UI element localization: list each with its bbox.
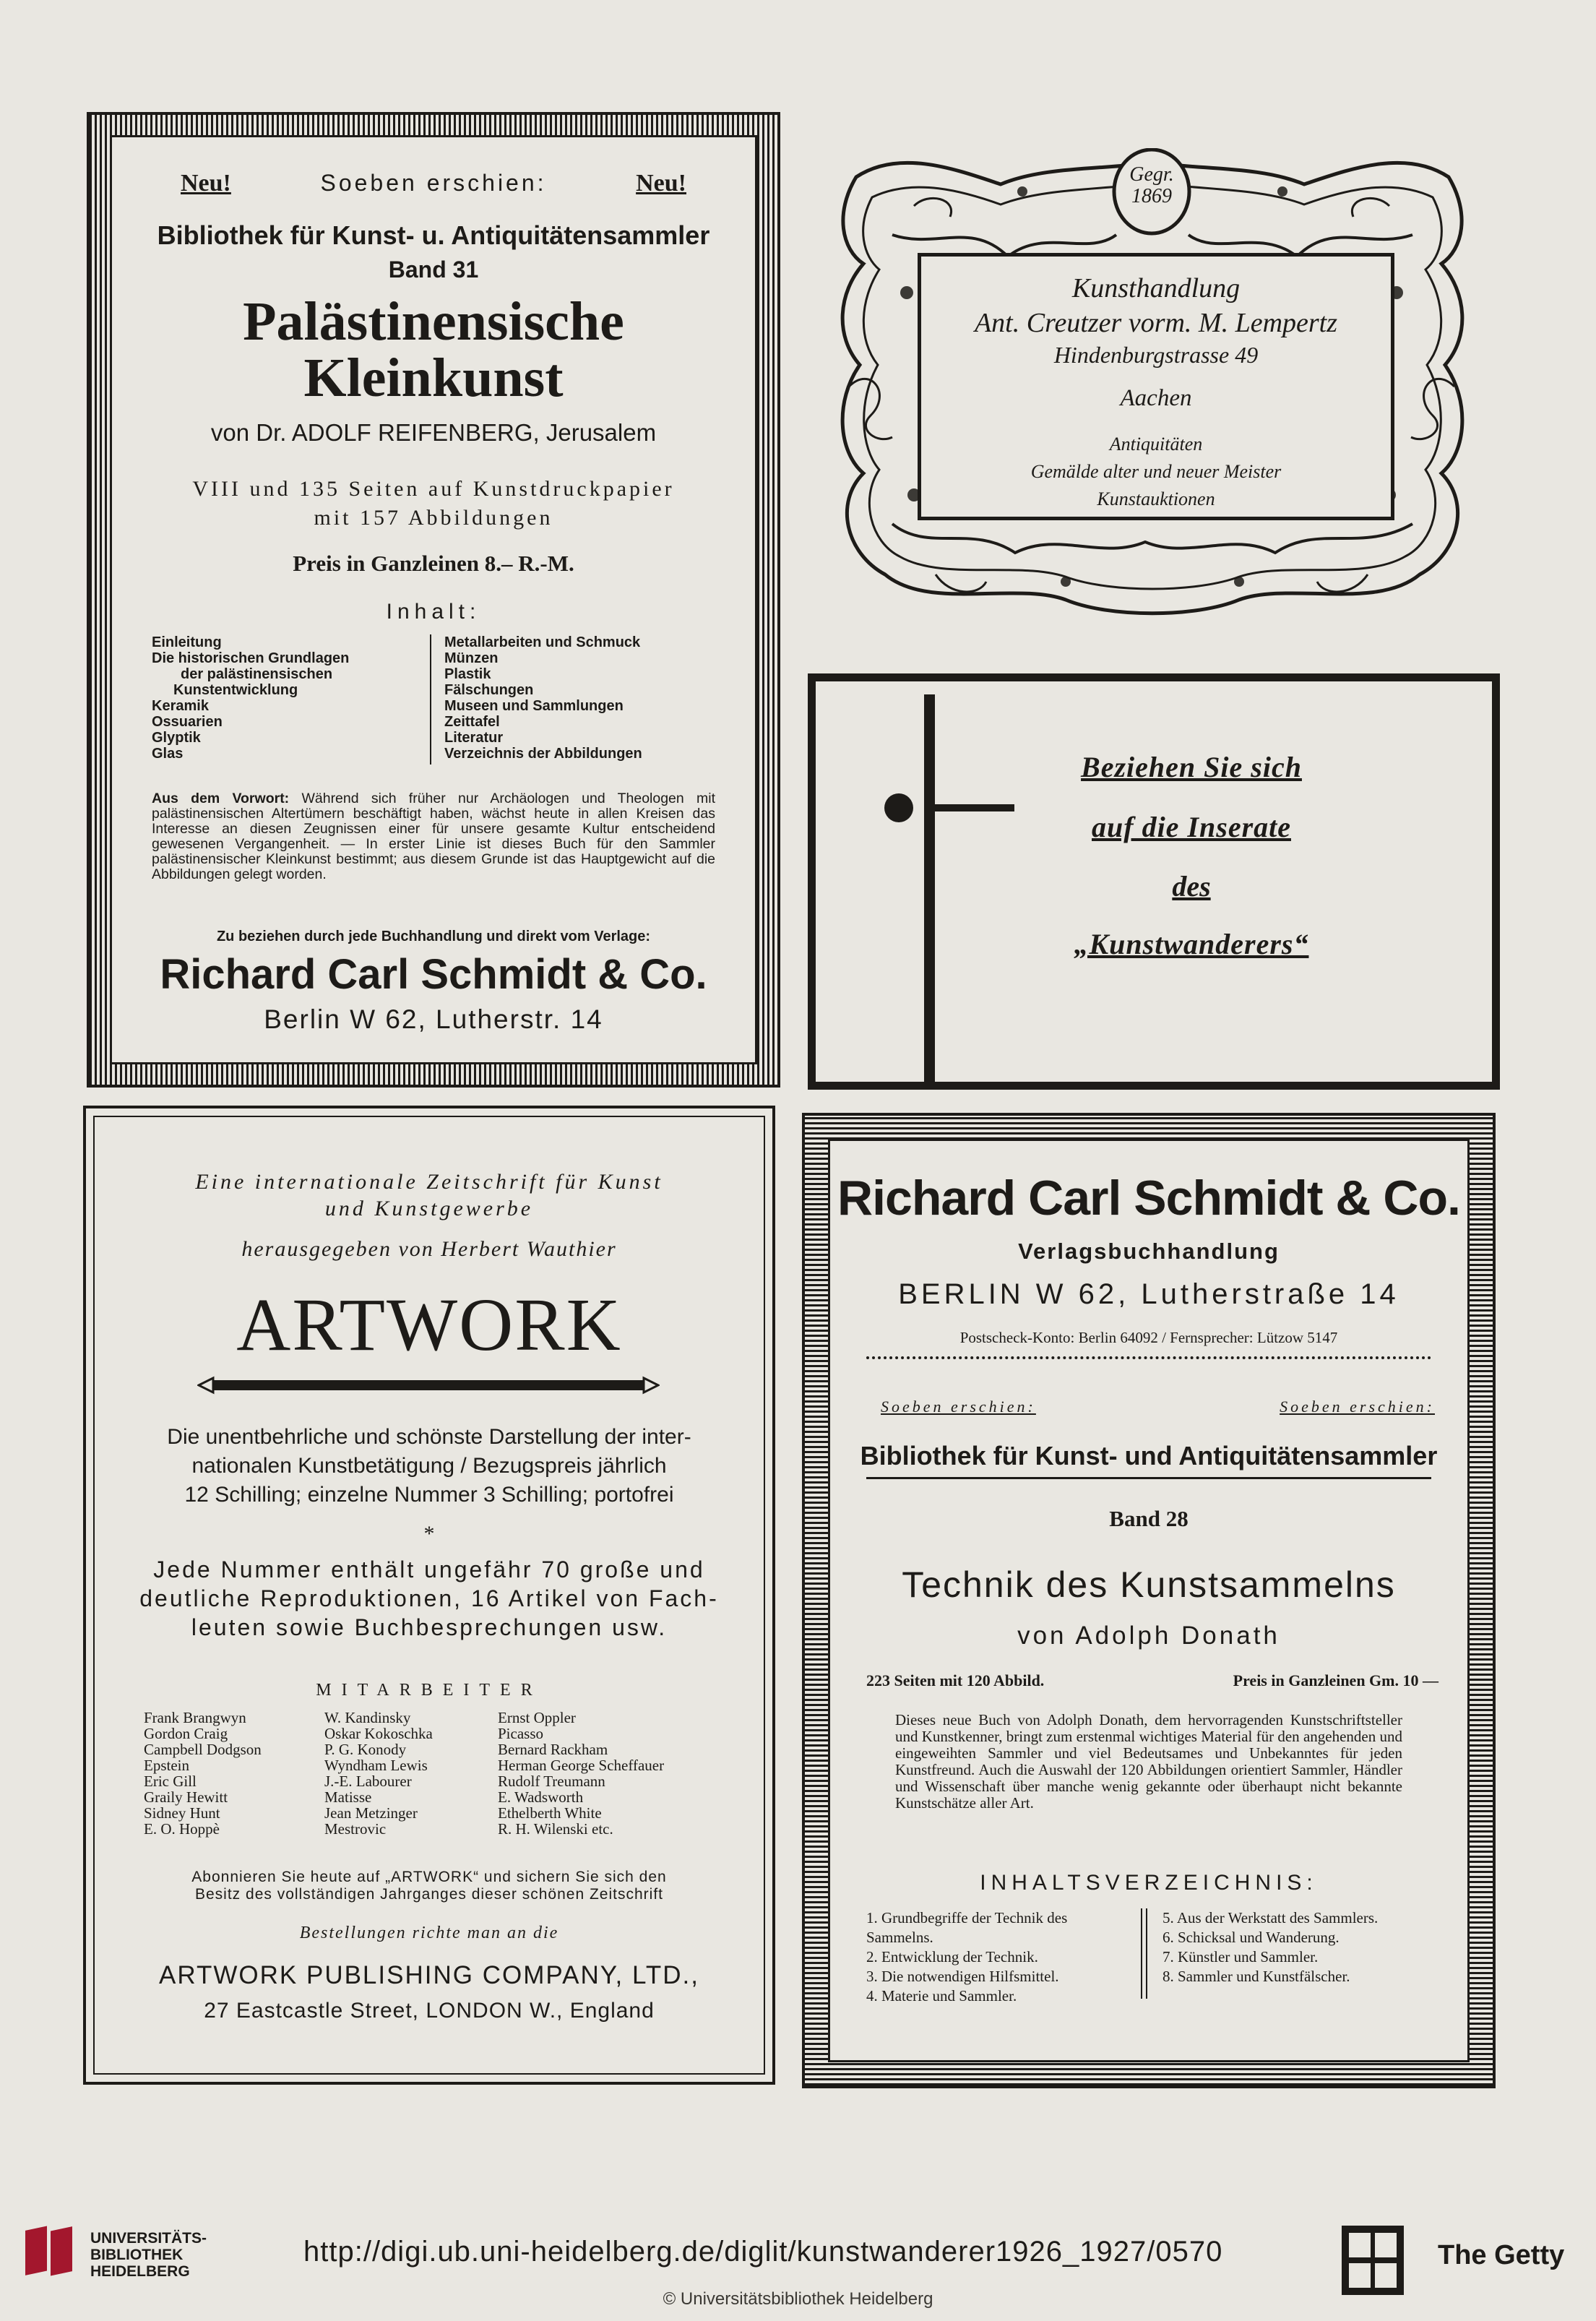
contributor-name: P. G. Konody — [324, 1741, 407, 1758]
toc-divider-2 — [1146, 1908, 1147, 1999]
firm-kind: Kunsthandlung — [1071, 273, 1241, 303]
description-line2: nationalen Kunstbetätigung / Bezugspreis jährlich — [191, 1454, 667, 1478]
contents-right-column — [444, 634, 733, 762]
toc-right-column — [1163, 1908, 1452, 1986]
ad-inner-panel — [828, 1139, 1470, 2062]
toc-item: 3. Die notwendigen Hilfsmittel. — [866, 1968, 1059, 1985]
foreword-paragraph — [152, 791, 715, 882]
publisher-name: Richard Carl Schmidt & Co. — [160, 951, 707, 998]
content-line2: deutliche Reproduktionen, 16 Artikel von Fach- — [139, 1585, 719, 1611]
title-rule-ornament — [197, 1376, 660, 1395]
library-logo-icon — [22, 2226, 79, 2283]
subscribe-line2: Besitz des vollständigen Jahrganges dieser schönen Zeitschrift — [195, 1886, 663, 1903]
contributor-name: Frank Brangwyn — [144, 1709, 246, 1726]
dotted-rule — [866, 1356, 1431, 1359]
price-line: Preis in Ganzleinen Gm. 10 — — [1233, 1671, 1438, 1689]
publisher-address: Berlin W 62, Lutherstr. 14 — [264, 1004, 603, 1034]
ad-technik-des-kunstsammelns — [802, 1113, 1496, 2088]
book-title-line2: Kleinkunst — [303, 348, 564, 408]
volume-label: Band 28 — [1109, 1506, 1189, 1531]
pages-line2: mit 157 Abbildungen — [314, 506, 553, 530]
ad-kunsthandlung-creutzer — [827, 148, 1476, 621]
notice-line1: Beziehen Sie sich — [1081, 751, 1302, 783]
contents-item: der palästinensischen — [181, 666, 333, 682]
contents-item: Zeittafel — [444, 714, 500, 730]
company-name: ARTWORK PUBLISHING COMPANY, LTD., — [159, 1961, 699, 1989]
toc-item: 6. Schicksal und Wanderung. — [1163, 1929, 1340, 1946]
contents-item: Metallarbeiten und Schmuck — [444, 634, 641, 650]
contributor-name: E. Wadsworth — [498, 1788, 584, 1806]
notice-line3: des — [1172, 870, 1211, 903]
contributor-name: Ernst Oppler — [498, 1709, 576, 1726]
contributor-name: Matisse — [324, 1788, 372, 1806]
firm-panel — [918, 253, 1394, 520]
contributor-name: Wyndham Lewis — [324, 1757, 428, 1774]
library-name — [90, 2230, 207, 2280]
new-label-left: Neu! — [181, 170, 231, 197]
contributor-name: Ethelberth White — [498, 1804, 602, 1822]
notice-line4: „Kunstwanderers“ — [1074, 928, 1309, 960]
toc-heading: INHALTSVERZEICHNIS: — [980, 1871, 1318, 1895]
source-url[interactable]: http://digi.ub.uni-heidelberg.de/diglit/kunstwanderer1926_1927/0570 — [303, 2236, 1223, 2268]
contributor-name: Graily Hewitt — [144, 1788, 228, 1806]
asterisk: * — [423, 1522, 435, 1546]
contributor-name: Eric Gill — [144, 1773, 197, 1790]
content-line1: Jede Nummer enthält ungefähr 70 große und — [153, 1556, 705, 1582]
contents-item: Einleitung — [152, 634, 222, 650]
toc-item: 2. Entwicklung der Technik. — [866, 1948, 1038, 1965]
description-line3: 12 Schilling; einzelne Nummer 3 Schilling; portofrei — [184, 1483, 674, 1507]
contributor-name: Campbell Dodgson — [144, 1741, 262, 1758]
publisher-name: Richard Carl Schmidt & Co. — [837, 1171, 1460, 1226]
description-line1: Die unentbehrliche und schönste Darstellung der inter- — [167, 1425, 691, 1449]
just-published-left: Soeben erschien: — [881, 1398, 1036, 1416]
price-line: Preis in Ganzleinen 8.– R.-M. — [293, 551, 574, 576]
city-line: BERLIN W 62, Lutherstraße 14 — [898, 1278, 1399, 1310]
contents-item: Museen und Sammlungen — [444, 698, 624, 714]
ad-kunstwanderer-notice — [808, 673, 1500, 1090]
founded-badge: Gegr. 1869 — [1129, 163, 1174, 207]
publisher-kind: Verlagsbuchhandlung — [1018, 1239, 1280, 1264]
library-name-line2: BIBLIOTHEK — [90, 2247, 184, 2263]
toc-item: 5. Aus der Werkstatt des Sammlers. — [1163, 1909, 1379, 1926]
contributor-name: Rudolf Treumann — [498, 1773, 605, 1790]
volume-label: Band 31 — [388, 257, 479, 283]
service-antiques: Antiquitäten — [1109, 434, 1203, 455]
toc-left-column — [866, 1908, 1126, 2006]
footer-bar — [0, 2210, 1596, 2321]
contributor-name: Epstein — [144, 1757, 189, 1774]
series-title: Bibliothek für Kunst- und Antiquitätensammler — [860, 1441, 1438, 1470]
contributor-name: J.-E. Labourer — [324, 1773, 412, 1790]
announcement-row — [112, 170, 755, 199]
accounts-line: Postscheck-Konto: Berlin 64092 / Fernsprecher: Lützow 5147 — [959, 1329, 1338, 1346]
contents-item: Verzeichnis der Abbildungen — [444, 746, 642, 762]
contents-left-column — [152, 634, 426, 762]
pages-line1: VIII und 135 Seiten auf Kunstdruckpapier — [192, 477, 675, 501]
author-line: von Dr. ADOLF REIFENBERG, Jerusalem — [210, 419, 657, 446]
library-name-line3: HEIDELBERG — [90, 2263, 190, 2280]
toc-item: 8. Sammler und Kunstfälscher. — [1163, 1968, 1350, 1985]
order-note: Zu beziehen durch jede Buchhandlung und direkt vom Verlage: — [216, 929, 651, 944]
series-rule — [866, 1477, 1431, 1479]
contributors-column-1 — [144, 1710, 317, 1837]
ad-palaestinensische-kleinkunst — [87, 112, 780, 1088]
toc-divider — [1141, 1908, 1142, 1999]
foreword-text: Während sich früher nur Archäologen und Theologen mit palästinensischen Altertümern beschäftigt haben, wächst heute in allen Kreisen das Interesse an diesen Zeugnissen einer für unsere gesamte Kultur entscheidend gewesenen Vergangenheit. — In erster Linie ist dieses Buch für den Sammler palästinensischer Kleinkunst bestimmt; aus diesem Grunde ist das Hauptgewicht auf die Abbildungen gelegt worden. — [152, 791, 716, 882]
toc-item: 1. Grundbegriffe der Technik des Sammelns. — [866, 1909, 1068, 1946]
book-title: Technik des Kunstsammelns — [902, 1564, 1396, 1605]
content-line3: leuten sowie Buchbesprechungen usw. — [191, 1614, 668, 1640]
contents-item: Fälschungen — [444, 682, 534, 698]
ad-artwork-magazine — [83, 1106, 775, 2085]
contents-item: Keramik — [152, 698, 209, 714]
contents-item: Plastik — [444, 666, 491, 682]
contributor-name: Oskar Kokoschka — [324, 1725, 433, 1742]
contents-heading: Inhalt: — [386, 600, 481, 624]
contributor-name: Bernard Rackham — [498, 1741, 608, 1758]
vertical-bar — [924, 694, 935, 1085]
notice-line2: auf die Inserate — [1092, 811, 1291, 843]
toc-item: 4. Materie und Sammler. — [866, 1987, 1017, 2004]
contributor-name: Picasso — [498, 1725, 543, 1742]
library-name-line1: UNIVERSITÄTS- — [90, 2230, 207, 2247]
contributor-name: Mestrovic — [324, 1820, 387, 1838]
magazine-title: ARTWORK — [236, 1283, 622, 1366]
bullet-dot — [884, 793, 913, 822]
editor-line: herausgegeben von Herbert Wauthier — [241, 1237, 617, 1261]
contents-item: Ossuarien — [152, 714, 223, 730]
company-address: 27 Eastcastle Street, LONDON W., England — [204, 1999, 655, 2023]
contributors-column-3 — [498, 1710, 729, 1837]
service-paintings: Gemälde alter und neuer Meister — [1030, 461, 1282, 482]
firm-city: Aachen — [1120, 385, 1192, 411]
new-label-right: Neu! — [636, 170, 686, 197]
copyright-line: © Universitätsbibliothek Heidelberg — [663, 2289, 933, 2309]
crossbar — [928, 804, 1014, 811]
contributor-name: Sidney Hunt — [144, 1804, 220, 1822]
contents-item: Die historischen Grundlagen — [152, 650, 350, 666]
contributor-name: R. H. Wilenski etc. — [498, 1820, 613, 1838]
toc-item: 7. Künstler und Sammler. — [1163, 1948, 1319, 1965]
contents-item: Literatur — [444, 730, 504, 746]
series-title: Bibliothek für Kunst- u. Antiquitätensammler — [157, 220, 710, 250]
contributor-name: E. O. Hoppè — [144, 1820, 220, 1838]
service-auctions: Kunstauktionen — [1097, 488, 1215, 509]
tagline-line2: und Kunstgewerbe — [324, 1197, 534, 1220]
contents-item: Glyptik — [152, 730, 201, 746]
contents-item: Kunstentwicklung — [173, 682, 298, 698]
firm-name: Ant. Creutzer vorm. M. Lempertz — [974, 308, 1338, 338]
contents-divider — [430, 634, 431, 765]
contributor-name: Jean Metzinger — [324, 1804, 418, 1822]
contents-item: Glas — [152, 746, 184, 762]
contributors-column-2 — [324, 1710, 498, 1837]
contents-item: Münzen — [444, 650, 499, 666]
just-published-label: Soeben erschien: — [320, 170, 547, 196]
just-published-right: Soeben erschien: — [1280, 1398, 1435, 1416]
pages-line: 223 Seiten mit 120 Abbild. — [866, 1671, 1045, 1689]
contributor-name: W. Kandinsky — [324, 1709, 411, 1726]
getty-name: The Getty — [1438, 2240, 1565, 2270]
contributors-heading: MITARBEITER — [316, 1681, 543, 1700]
firm-street: Hindenburgstrasse 49 — [1053, 342, 1259, 368]
getty-logo-icon — [1340, 2224, 1405, 2296]
book-title-line1: Palästinensische — [243, 291, 624, 352]
book-blurb: Dieses neue Buch von Adolph Donath, dem hervorragenden Kunstschriftsteller und Kunstkenner, bringt zum erstenmal wichtiges Material für den angehenden und eingeweihten Sammler und viel Bedeutsames und Unbekanntes für jeden Kunstfreund. Auch die Auswahl der 120 Abbildungen orientiert Sammler, Händler und Wissenschaft über manche wenig gekannte oder überhaupt nicht bekannte Kunstschätze aller Art. — [895, 1711, 1402, 1812]
foreword-label: Aus dem Vorwort: — [152, 791, 290, 806]
orders-to: Bestellungen richte man an die — [299, 1924, 559, 1942]
author-line: von Adolph Donath — [1017, 1622, 1280, 1650]
ad-inner-panel — [110, 135, 757, 1064]
subscribe-line1: Abonnieren Sie heute auf „ARTWORK“ und sichern Sie sich den — [191, 1869, 667, 1885]
contributor-name: Gordon Craig — [144, 1725, 228, 1742]
tagline-line1: Eine internationale Zeitschrift für Kunst — [195, 1170, 663, 1194]
contributor-name: Herman George Scheffauer — [498, 1757, 665, 1774]
